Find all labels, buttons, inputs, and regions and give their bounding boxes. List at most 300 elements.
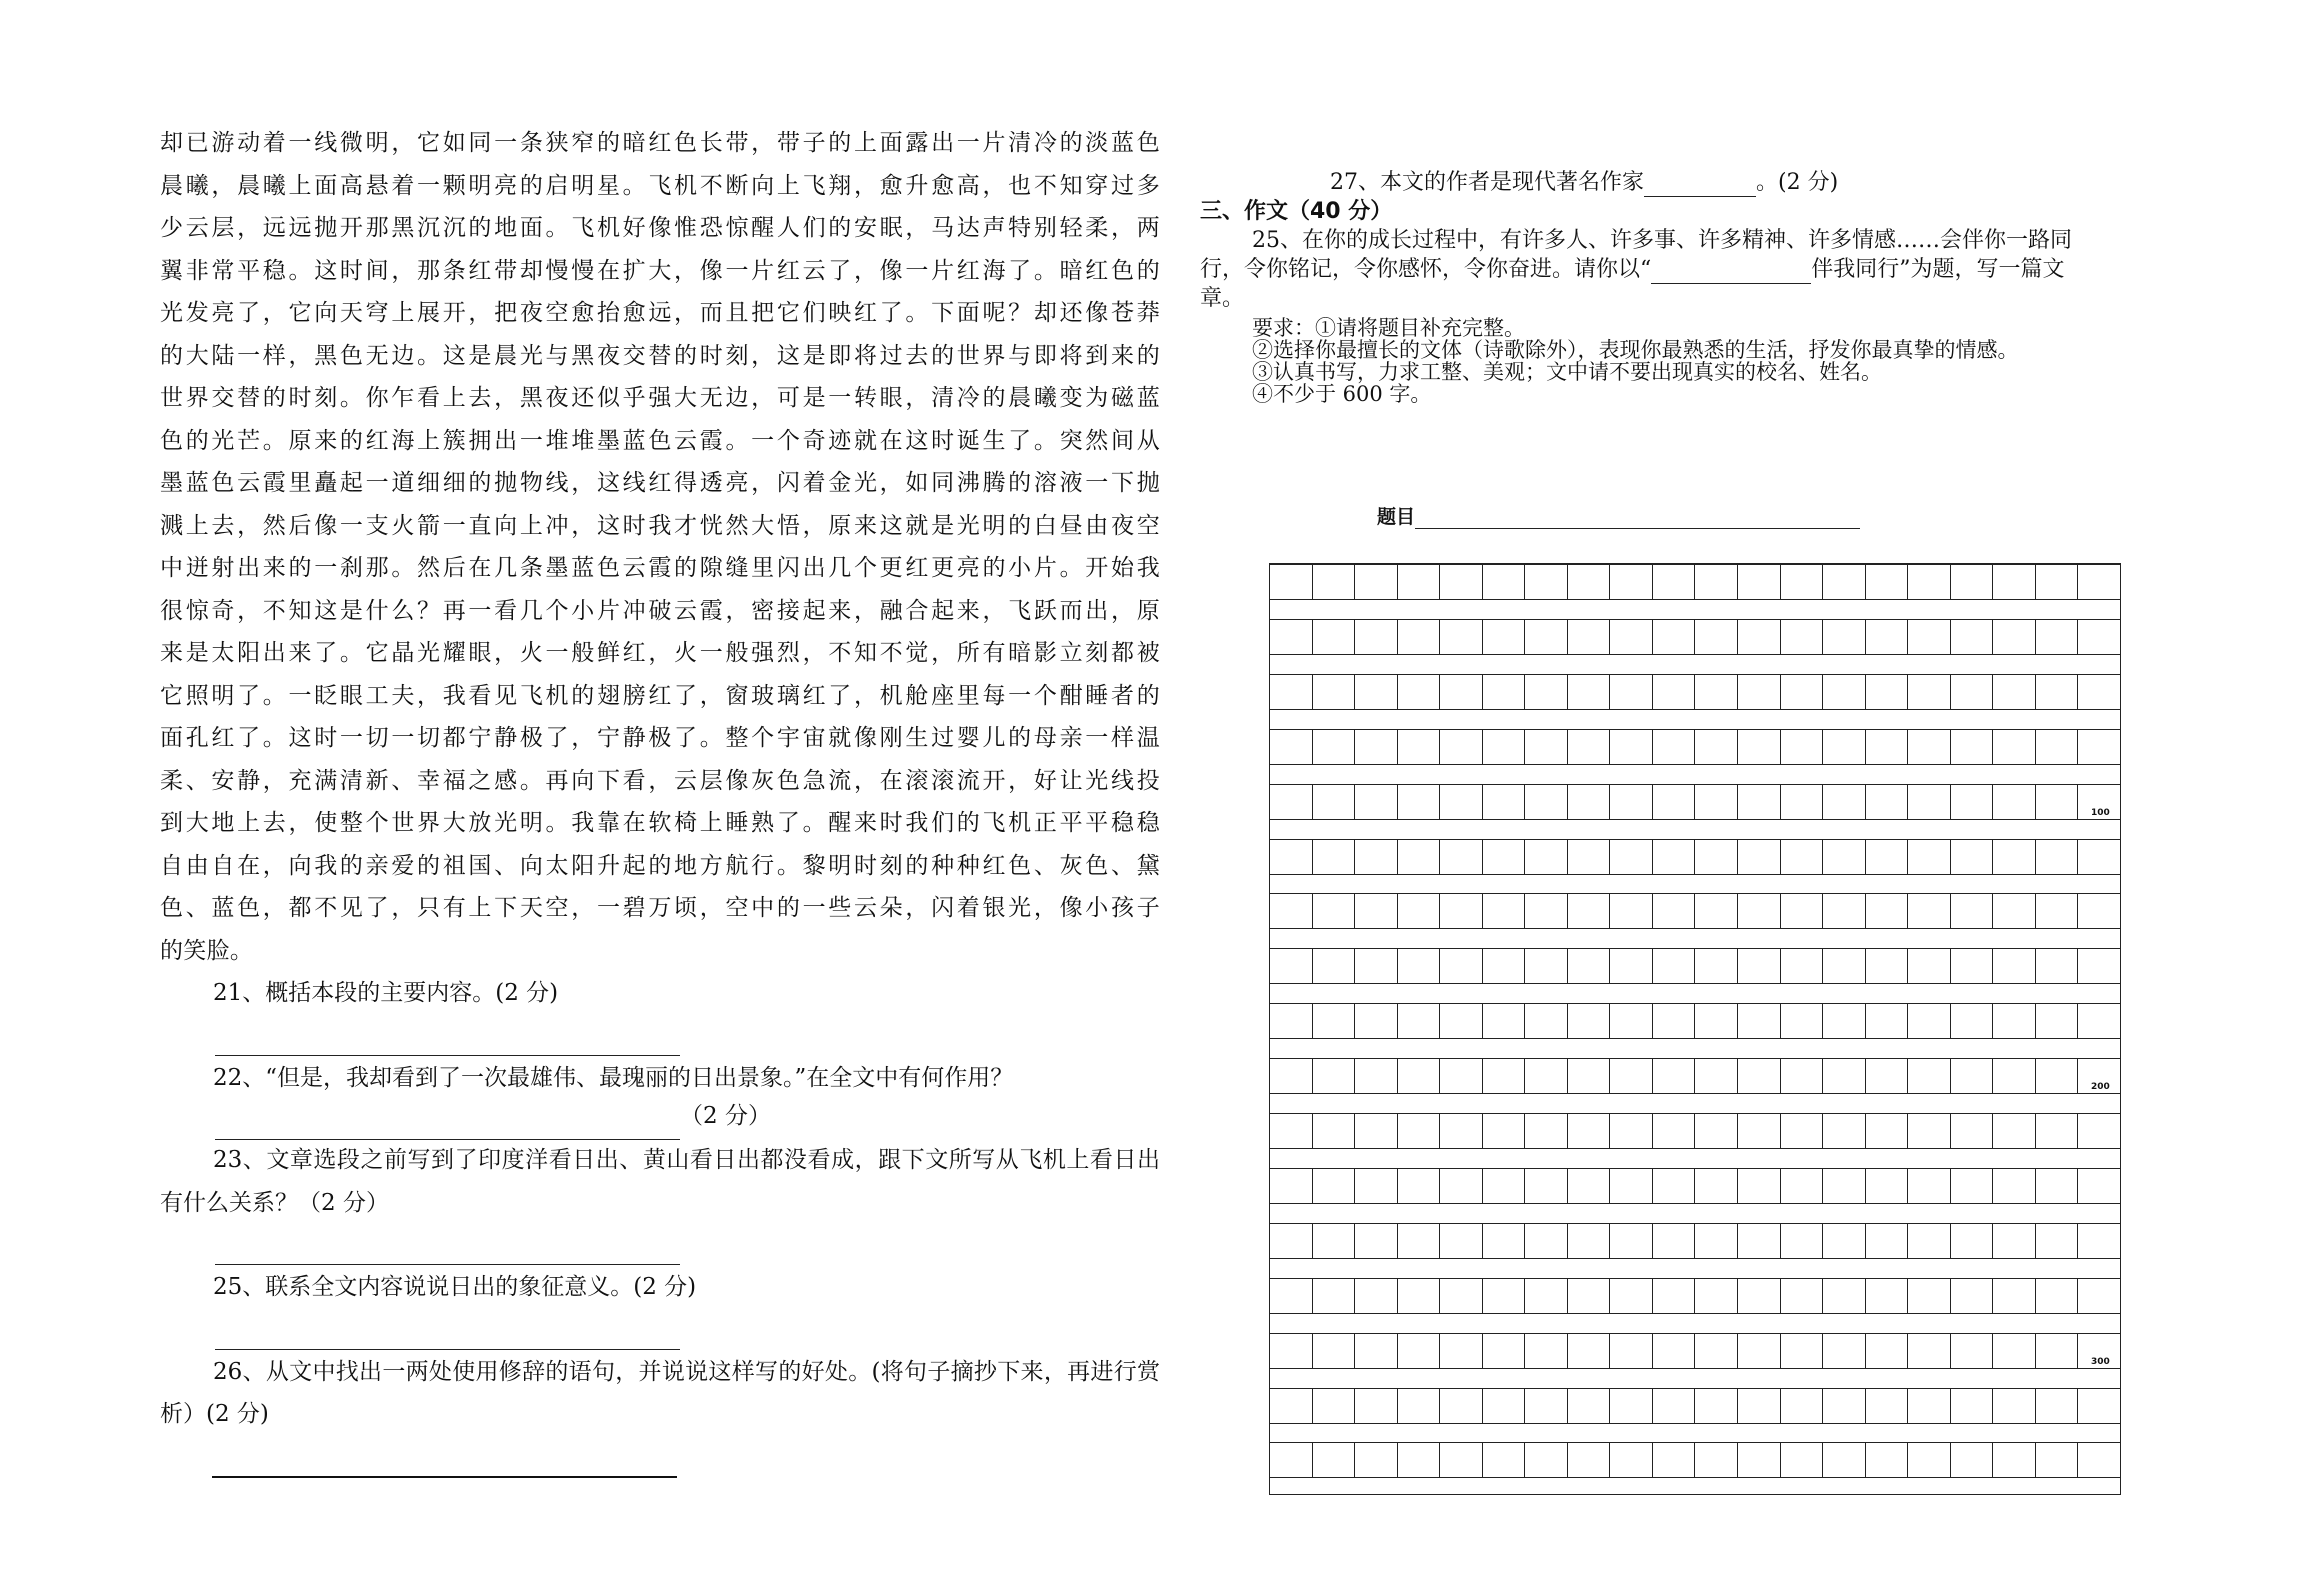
grid-cell[interactable] [1525, 1279, 1568, 1313]
grid-cell[interactable] [1866, 1224, 1909, 1258]
grid-cell[interactable] [1823, 1224, 1866, 1258]
grid-cell[interactable] [1568, 1169, 1611, 1203]
grid-cell[interactable] [1483, 675, 1526, 709]
grid-cell[interactable] [1398, 1224, 1441, 1258]
grid-cell[interactable] [1653, 1389, 1696, 1423]
grid-cell[interactable] [1610, 730, 1653, 764]
grid-cell[interactable] [1993, 1059, 2036, 1093]
essay-writing-grid[interactable] [1269, 563, 2121, 1495]
grid-cell[interactable] [1313, 1389, 1356, 1423]
grid-cell[interactable] [1653, 1443, 1696, 1477]
grid-cell[interactable] [1483, 730, 1526, 764]
grid-cell[interactable] [1440, 1224, 1483, 1258]
grid-cell[interactable] [1866, 1169, 1909, 1203]
grid-cell[interactable] [1568, 1389, 1611, 1423]
grid-cell[interactable] [1355, 1224, 1398, 1258]
grid-cell[interactable] [1993, 1279, 2036, 1313]
grid-cell[interactable] [1440, 1389, 1483, 1423]
grid-cell[interactable] [1398, 1279, 1441, 1313]
grid-cell[interactable] [1313, 730, 1356, 764]
grid-cell[interactable] [1440, 785, 1483, 819]
grid-cell[interactable] [1951, 1059, 1994, 1093]
grid-cell[interactable] [1610, 565, 1653, 599]
grid-cell[interactable] [1270, 730, 1313, 764]
grid-cell[interactable] [1951, 565, 1994, 599]
grid-cell[interactable] [1440, 675, 1483, 709]
grid-cell[interactable] [1483, 1114, 1526, 1148]
grid-cell[interactable] [1440, 1004, 1483, 1038]
grid-cell[interactable] [1781, 730, 1824, 764]
answer-line-22[interactable] [160, 1099, 1160, 1141]
grid-cell[interactable] [1355, 1279, 1398, 1313]
grid-cell[interactable] [1908, 730, 1951, 764]
grid-cell[interactable] [1993, 1114, 2036, 1148]
grid-cell[interactable] [2078, 894, 2120, 928]
grid-cell[interactable] [1951, 785, 1994, 819]
grid-cell[interactable] [1908, 1114, 1951, 1148]
grid-cell[interactable] [1695, 1334, 1738, 1368]
grid-cell[interactable] [1781, 1224, 1824, 1258]
grid-cell[interactable] [1908, 1169, 1951, 1203]
grid-cell[interactable] [1695, 949, 1738, 983]
grid-cell[interactable] [2078, 840, 2120, 874]
answer-line-26[interactable] [160, 1436, 1160, 1478]
grid-cell[interactable] [1951, 1224, 1994, 1258]
grid-cell[interactable] [1398, 620, 1441, 654]
grid-cell[interactable] [1525, 949, 1568, 983]
grid-cell[interactable] [1440, 1279, 1483, 1313]
grid-cell[interactable] [1483, 1389, 1526, 1423]
grid-cell[interactable] [1355, 1389, 1398, 1423]
grid-cell[interactable] [1695, 1443, 1738, 1477]
grid-cell[interactable] [1908, 840, 1951, 874]
grid-cell[interactable] [2078, 1114, 2120, 1148]
grid-cell[interactable] [1908, 1334, 1951, 1368]
grid-cell[interactable] [1313, 1443, 1356, 1477]
grid-cell[interactable] [1866, 1004, 1909, 1038]
grid-cell[interactable] [1653, 1334, 1696, 1368]
grid-cell[interactable] [1823, 1114, 1866, 1148]
grid-cell[interactable] [1313, 1114, 1356, 1148]
grid-cell[interactable] [1313, 620, 1356, 654]
grid-cell[interactable] [1525, 1334, 1568, 1368]
grid-cell[interactable] [1610, 1059, 1653, 1093]
grid-cell[interactable] [1695, 1389, 1738, 1423]
grid-cell[interactable] [1823, 785, 1866, 819]
grid-cell[interactable] [1483, 620, 1526, 654]
grid-cell[interactable] [1313, 675, 1356, 709]
grid-cell[interactable] [1355, 840, 1398, 874]
grid-cell[interactable] [1483, 1279, 1526, 1313]
grid-cell[interactable] [1993, 1169, 2036, 1203]
grid-cell[interactable] [1355, 675, 1398, 709]
grid-cell[interactable] [1866, 565, 1909, 599]
grid-cell[interactable] [1483, 1443, 1526, 1477]
grid-cell[interactable] [1483, 1169, 1526, 1203]
grid-cell[interactable] [2078, 675, 2120, 709]
grid-cell[interactable] [1823, 1334, 1866, 1368]
grid-cell[interactable] [1313, 840, 1356, 874]
grid-cell[interactable] [1781, 565, 1824, 599]
grid-cell[interactable] [1440, 1114, 1483, 1148]
grid-cell[interactable] [2078, 1279, 2120, 1313]
grid-cell[interactable] [1695, 1004, 1738, 1038]
grid-cell[interactable] [1440, 894, 1483, 928]
grid-cell[interactable] [1483, 840, 1526, 874]
grid-cell[interactable] [1568, 785, 1611, 819]
grid-cell[interactable] [1866, 1334, 1909, 1368]
grid-cell[interactable] [1610, 675, 1653, 709]
grid-cell[interactable] [1823, 730, 1866, 764]
grid-cell[interactable] [1270, 1114, 1313, 1148]
grid-cell[interactable] [1993, 620, 2036, 654]
grid-cell[interactable] [1610, 949, 1653, 983]
grid-cell[interactable] [1398, 1169, 1441, 1203]
grid-cell[interactable] [1355, 949, 1398, 983]
grid-cell[interactable] [1610, 1389, 1653, 1423]
grid-cell[interactable] [1738, 1443, 1781, 1477]
grid-cell[interactable] [1781, 1004, 1824, 1038]
grid-cell[interactable] [1610, 1279, 1653, 1313]
grid-cell[interactable] [1270, 1169, 1313, 1203]
grid-cell[interactable] [1270, 675, 1313, 709]
grid-cell[interactable] [1695, 730, 1738, 764]
grid-cell[interactable] [1695, 1114, 1738, 1148]
grid-cell[interactable] [1355, 1334, 1398, 1368]
grid-cell[interactable] [1270, 1334, 1313, 1368]
grid-cell[interactable] [1313, 894, 1356, 928]
grid-cell[interactable] [1483, 1224, 1526, 1258]
grid-cell[interactable] [2036, 1279, 2079, 1313]
grid-cell[interactable] [1525, 894, 1568, 928]
grid-cell[interactable] [1270, 785, 1313, 819]
grid-cell[interactable] [1568, 1334, 1611, 1368]
grid-cell[interactable] [1398, 1004, 1441, 1038]
grid-cell[interactable] [1908, 1279, 1951, 1313]
grid-cell[interactable] [1270, 1443, 1313, 1477]
grid-cell[interactable] [1653, 1114, 1696, 1148]
grid-cell[interactable] [1610, 1004, 1653, 1038]
grid-cell[interactable] [1270, 949, 1313, 983]
grid-cell[interactable] [2078, 1004, 2120, 1038]
grid-cell[interactable] [1781, 949, 1824, 983]
grid-cell[interactable] [1355, 1169, 1398, 1203]
grid-cell[interactable] [1440, 1334, 1483, 1368]
grid-cell[interactable] [1610, 840, 1653, 874]
grid-cell[interactable] [1653, 1224, 1696, 1258]
grid-cell[interactable] [1568, 894, 1611, 928]
grid-cell[interactable] [1866, 1059, 1909, 1093]
grid-cell[interactable] [1398, 565, 1441, 599]
grid-cell[interactable] [1270, 620, 1313, 654]
grid-cell[interactable] [1440, 840, 1483, 874]
grid-cell[interactable] [2036, 1114, 2079, 1148]
grid-cell[interactable] [1951, 1443, 1994, 1477]
grid-cell[interactable] [1951, 1114, 1994, 1148]
grid-cell[interactable] [1440, 730, 1483, 764]
answer-line-25[interactable] [160, 1309, 1160, 1351]
grid-cell[interactable] [1355, 785, 1398, 819]
grid-cell[interactable] [1653, 1059, 1696, 1093]
grid-cell[interactable] [1653, 730, 1696, 764]
grid-cell[interactable] [1525, 1389, 1568, 1423]
grid-cell[interactable] [1653, 1279, 1696, 1313]
grid-cell[interactable] [1866, 730, 1909, 764]
grid-cell[interactable] [1568, 565, 1611, 599]
grid-cell[interactable] [1695, 894, 1738, 928]
grid-cell[interactable] [2078, 949, 2120, 983]
grid-cell[interactable] [1653, 675, 1696, 709]
grid-cell[interactable] [1398, 730, 1441, 764]
grid-cell[interactable] [1398, 785, 1441, 819]
grid-cell[interactable] [1398, 949, 1441, 983]
grid-cell[interactable] [1908, 949, 1951, 983]
grid-cell[interactable] [1483, 894, 1526, 928]
grid-cell[interactable] [1781, 1279, 1824, 1313]
grid-cell[interactable] [1398, 675, 1441, 709]
grid-cell[interactable] [1313, 1224, 1356, 1258]
grid-cell[interactable] [1993, 840, 2036, 874]
grid-cell[interactable] [2036, 1169, 2079, 1203]
grid-cell[interactable] [1866, 949, 1909, 983]
grid-cell[interactable] [1270, 840, 1313, 874]
grid-cell[interactable] [1866, 1443, 1909, 1477]
grid-cell[interactable] [1313, 1059, 1356, 1093]
grid-cell[interactable] [1525, 1169, 1568, 1203]
grid-cell[interactable] [1270, 894, 1313, 928]
grid-cell[interactable] [1610, 620, 1653, 654]
grid-cell[interactable] [2036, 1443, 2079, 1477]
grid-cell[interactable] [1993, 894, 2036, 928]
grid-cell[interactable] [1951, 840, 1994, 874]
grid-cell[interactable] [2036, 1389, 2079, 1423]
grid-cell[interactable] [1355, 1443, 1398, 1477]
grid-cell[interactable] [1781, 785, 1824, 819]
grid-cell[interactable] [2036, 1334, 2079, 1368]
grid-cell[interactable] [1695, 675, 1738, 709]
grid-cell[interactable] [1525, 620, 1568, 654]
grid-cell[interactable] [1738, 620, 1781, 654]
grid-cell[interactable] [1823, 1389, 1866, 1423]
grid-cell[interactable] [1355, 1114, 1398, 1148]
grid-cell[interactable] [1738, 1169, 1781, 1203]
grid-cell[interactable] [1355, 1004, 1398, 1038]
grid-cell[interactable] [1610, 1169, 1653, 1203]
grid-cell[interactable] [1270, 1389, 1313, 1423]
grid-cell[interactable] [1823, 840, 1866, 874]
grid-cell[interactable] [1866, 785, 1909, 819]
grid-cell[interactable] [1738, 1004, 1781, 1038]
grid-cell[interactable] [1440, 620, 1483, 654]
grid-cell[interactable] [1270, 1224, 1313, 1258]
grid-cell[interactable] [1738, 1334, 1781, 1368]
grid-cell[interactable] [1355, 620, 1398, 654]
grid-cell[interactable] [1440, 565, 1483, 599]
grid-cell[interactable] [2078, 1443, 2120, 1477]
grid-cell[interactable] [1951, 620, 1994, 654]
grid-cell[interactable] [1908, 1443, 1951, 1477]
grid-cell[interactable] [2078, 620, 2120, 654]
grid-cell[interactable] [1781, 1059, 1824, 1093]
grid-cell[interactable] [1993, 565, 2036, 599]
grid-cell[interactable] [1781, 1443, 1824, 1477]
grid-cell[interactable] [1610, 1334, 1653, 1368]
grid-cell[interactable] [1823, 565, 1866, 599]
grid-cell[interactable] [1398, 1059, 1441, 1093]
grid-cell[interactable] [1568, 620, 1611, 654]
grid-cell[interactable] [1738, 1114, 1781, 1148]
grid-cell[interactable] [1610, 894, 1653, 928]
grid-cell[interactable] [1313, 1334, 1356, 1368]
grid-cell[interactable] [2036, 730, 2079, 764]
grid-cell[interactable] [2036, 894, 2079, 928]
grid-cell[interactable] [1823, 675, 1866, 709]
grid-cell[interactable] [1398, 1114, 1441, 1148]
grid-cell[interactable] [1951, 1279, 1994, 1313]
grid-cell[interactable] [1823, 620, 1866, 654]
answer-line-21[interactable] [160, 1015, 1160, 1057]
grid-cell[interactable] [1610, 1224, 1653, 1258]
grid-cell[interactable] [1568, 730, 1611, 764]
grid-cell[interactable] [2036, 1224, 2079, 1258]
answer-line-23[interactable] [160, 1224, 1160, 1266]
grid-cell[interactable] [1866, 894, 1909, 928]
grid-cell[interactable] [2078, 1224, 2120, 1258]
grid-cell[interactable] [1738, 785, 1781, 819]
grid-cell[interactable] [1355, 730, 1398, 764]
grid-cell[interactable] [1568, 840, 1611, 874]
grid-cell[interactable] [1483, 785, 1526, 819]
grid-cell[interactable] [1525, 1059, 1568, 1093]
grid-cell[interactable] [1951, 730, 1994, 764]
grid-cell[interactable] [1568, 1443, 1611, 1477]
grid-cell[interactable] [1695, 1169, 1738, 1203]
grid-cell[interactable] [1568, 949, 1611, 983]
grid-cell[interactable] [1866, 1114, 1909, 1148]
grid-cell[interactable] [2078, 1389, 2120, 1423]
grid-cell[interactable] [1398, 1443, 1441, 1477]
grid-cell[interactable] [1908, 1389, 1951, 1423]
grid-cell[interactable] [1908, 620, 1951, 654]
grid-cell[interactable] [1738, 1059, 1781, 1093]
grid-cell[interactable] [1525, 730, 1568, 764]
grid-cell[interactable] [1653, 840, 1696, 874]
grid-cell[interactable] [1866, 620, 1909, 654]
grid-cell[interactable] [2078, 565, 2120, 599]
grid-cell[interactable] [2036, 785, 2079, 819]
grid-cell[interactable] [1823, 949, 1866, 983]
grid-cell[interactable] [1781, 620, 1824, 654]
grid-cell[interactable] [1440, 949, 1483, 983]
grid-cell[interactable] [1738, 949, 1781, 983]
grid-cell[interactable] [1781, 1389, 1824, 1423]
grid-cell[interactable] [1908, 675, 1951, 709]
grid-cell[interactable] [1483, 949, 1526, 983]
grid-cell[interactable] [1738, 840, 1781, 874]
grid-cell[interactable] [1908, 785, 1951, 819]
grid-cell[interactable] [1525, 565, 1568, 599]
grid-cell[interactable] [2036, 1059, 2079, 1093]
grid-cell[interactable] [1993, 949, 2036, 983]
grid-cell[interactable] [1568, 1004, 1611, 1038]
grid-cell[interactable] [1568, 1059, 1611, 1093]
grid-cell[interactable] [1695, 620, 1738, 654]
grid-cell[interactable] [1568, 1114, 1611, 1148]
grid-cell[interactable] [1270, 1279, 1313, 1313]
grid-cell[interactable] [1313, 1004, 1356, 1038]
grid-cell[interactable] [1993, 1004, 2036, 1038]
grid-cell[interactable] [1653, 565, 1696, 599]
grid-cell[interactable] [1993, 1389, 2036, 1423]
grid-cell[interactable] [1781, 1169, 1824, 1203]
grid-cell[interactable] [1653, 785, 1696, 819]
grid-cell[interactable] [1738, 1389, 1781, 1423]
grid-cell[interactable] [1738, 894, 1781, 928]
grid-cell[interactable] [1781, 1334, 1824, 1368]
grid-cell[interactable] [1483, 565, 1526, 599]
grid-cell[interactable] [1440, 1443, 1483, 1477]
grid-cell[interactable] [1951, 1389, 1994, 1423]
grid-cell[interactable] [1908, 565, 1951, 599]
grid-cell[interactable] [1355, 894, 1398, 928]
grid-cell[interactable] [1270, 1004, 1313, 1038]
grid-cell[interactable] [1525, 1114, 1568, 1148]
grid-cell[interactable] [1525, 675, 1568, 709]
title-blank[interactable] [1651, 263, 1811, 284]
grid-cell[interactable] [1270, 1059, 1313, 1093]
grid-cell[interactable] [1951, 1004, 1994, 1038]
answer-blank-27[interactable] [1644, 176, 1756, 197]
grid-cell[interactable] [1440, 1059, 1483, 1093]
grid-cell[interactable] [1525, 1004, 1568, 1038]
grid-cell[interactable] [2036, 620, 2079, 654]
grid-cell[interactable] [1951, 1169, 1994, 1203]
grid-cell[interactable] [1610, 1114, 1653, 1148]
grid-cell[interactable] [1483, 1059, 1526, 1093]
grid-cell[interactable] [1993, 1334, 2036, 1368]
grid-cell[interactable] [1398, 894, 1441, 928]
grid-cell[interactable] [1908, 894, 1951, 928]
grid-cell[interactable] [1653, 620, 1696, 654]
grid-cell[interactable] [1610, 785, 1653, 819]
grid-cell[interactable] [2036, 949, 2079, 983]
grid-cell[interactable] [2078, 730, 2120, 764]
grid-cell[interactable] [1823, 1443, 1866, 1477]
grid-cell[interactable] [1525, 785, 1568, 819]
grid-cell[interactable] [2036, 1004, 2079, 1038]
grid-cell[interactable] [1653, 949, 1696, 983]
grid-cell[interactable] [1568, 675, 1611, 709]
grid-cell[interactable] [1695, 1059, 1738, 1093]
grid-cell[interactable] [1525, 840, 1568, 874]
grid-cell[interactable] [1483, 1334, 1526, 1368]
grid-cell[interactable] [1823, 1169, 1866, 1203]
grid-cell[interactable] [1951, 1334, 1994, 1368]
grid-cell[interactable] [2036, 565, 2079, 599]
grid-cell[interactable] [1695, 785, 1738, 819]
grid-cell[interactable] [1398, 1334, 1441, 1368]
grid-cell[interactable] [1866, 1279, 1909, 1313]
grid-cell[interactable] [1695, 1279, 1738, 1313]
grid-cell[interactable] [1398, 840, 1441, 874]
grid-cell[interactable] [1568, 1224, 1611, 1258]
grid-cell[interactable] [1993, 785, 2036, 819]
grid-cell[interactable] [1568, 1279, 1611, 1313]
grid-cell[interactable] [1908, 1004, 1951, 1038]
grid-cell[interactable] [1781, 675, 1824, 709]
grid-cell[interactable] [1313, 949, 1356, 983]
grid-cell[interactable] [1738, 1224, 1781, 1258]
